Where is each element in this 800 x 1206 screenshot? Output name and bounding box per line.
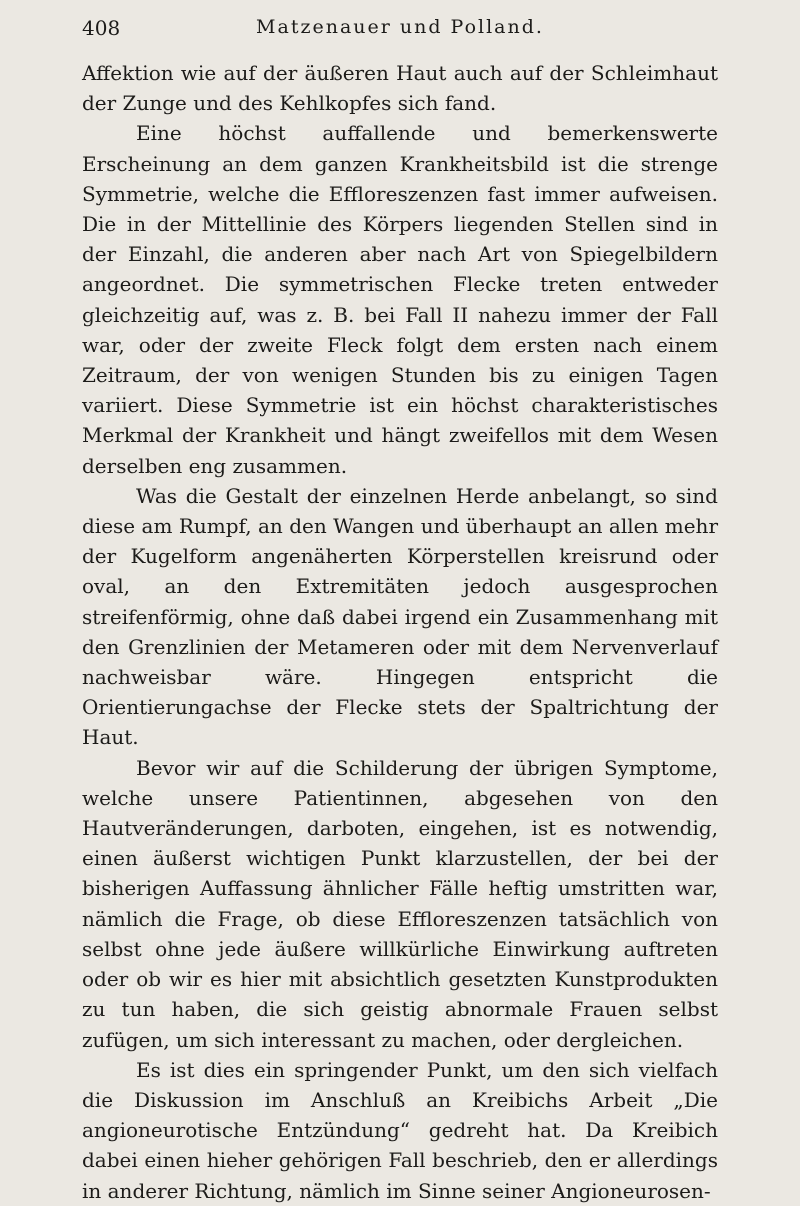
page-header	[82, 14, 718, 44]
paragraph: Es ist dies ein springender Punkt, um den sich vielfach die Diskussion im Anschluß an Kreibichs Arbeit „Die angioneurotische Entzündung“ gedreht hat. Da Kreibich dabei einen hieher gehörigen Fall beschrieb, den er allerdings in anderer Richtung, nämlich im Sinne seiner Angioneurosen-	[82, 1057, 718, 1203]
body-text	[82, 58, 718, 1206]
paragraph: Eine höchst auffallende und bemerkenswerte Erscheinung an dem ganzen Krankheitsbild ist die strenge Symmetrie, welche die Effloreszenzen fast immer aufweisen. Die in der Mittellinie des Körpers liegenden Stellen sind in der Einzahl, die anderen aber nach Art von Spiegelbildern angeordnet. Die symmetrischen Flecke treten entweder gleichzeitig auf, was z. B. bei Fall II nahezu immer der Fall war, oder der zweite Fleck folgt dem ersten nach einem Zeitraum, der von wenigen Stunden bis zu einigen Tagen variiert. Diese Symmetrie ist ein höchst charakteristisches Merkmal der Krankheit und hängt zweifellos mit dem Wesen derselben eng zusammen.	[82, 121, 718, 478]
paragraph: Affektion wie auf der äußeren Haut auch auf der Schleimhaut der Zunge und des Kehlkopfes sich fand.	[82, 61, 718, 116]
paragraph: Bevor wir auf die Schilderung der übrigen Symptome, welche unsere Patientinnen, abgesehen von den Hautveränderungen, darboten, eingehen, ist es notwendig, einen äußerst wichtigen Punkt klarzustellen, der bei der bisherigen Auffassung ähnlicher Fälle heftig umstritten war, nämlich die Frage, ob diese Effloreszenzen tatsächlich von selbst ohne jede äußere willkürliche Einwirkung auftreten oder ob wir es hier mit absichtlich gesetzten Kunstprodukten zu tun haben, die sich geistig abnormale Frauen selbst zufügen, um sich interessant zu machen, oder dergleichen.	[82, 755, 718, 1052]
page-number: 408	[82, 16, 121, 40]
running-title: Matzenauer und Polland.	[256, 16, 544, 38]
paragraph: Was die Gestalt der einzelnen Herde anbelangt, so sind diese am Rumpf, an den Wangen und überhaupt an allen mehr der Kugelform angenäherten Körperstellen kreisrund oder oval, an den Extremitäten jedoch ausgesprochen streifenförmig, ohne daß dabei irgend ein Zusammenhang mit den Grenzlinien der Metameren oder mit dem Nervenverlauf nachweisbar wäre. Hingegen entspricht die Orientierungachse der Flecke stets der Spaltrichtung der Haut.	[82, 483, 718, 750]
